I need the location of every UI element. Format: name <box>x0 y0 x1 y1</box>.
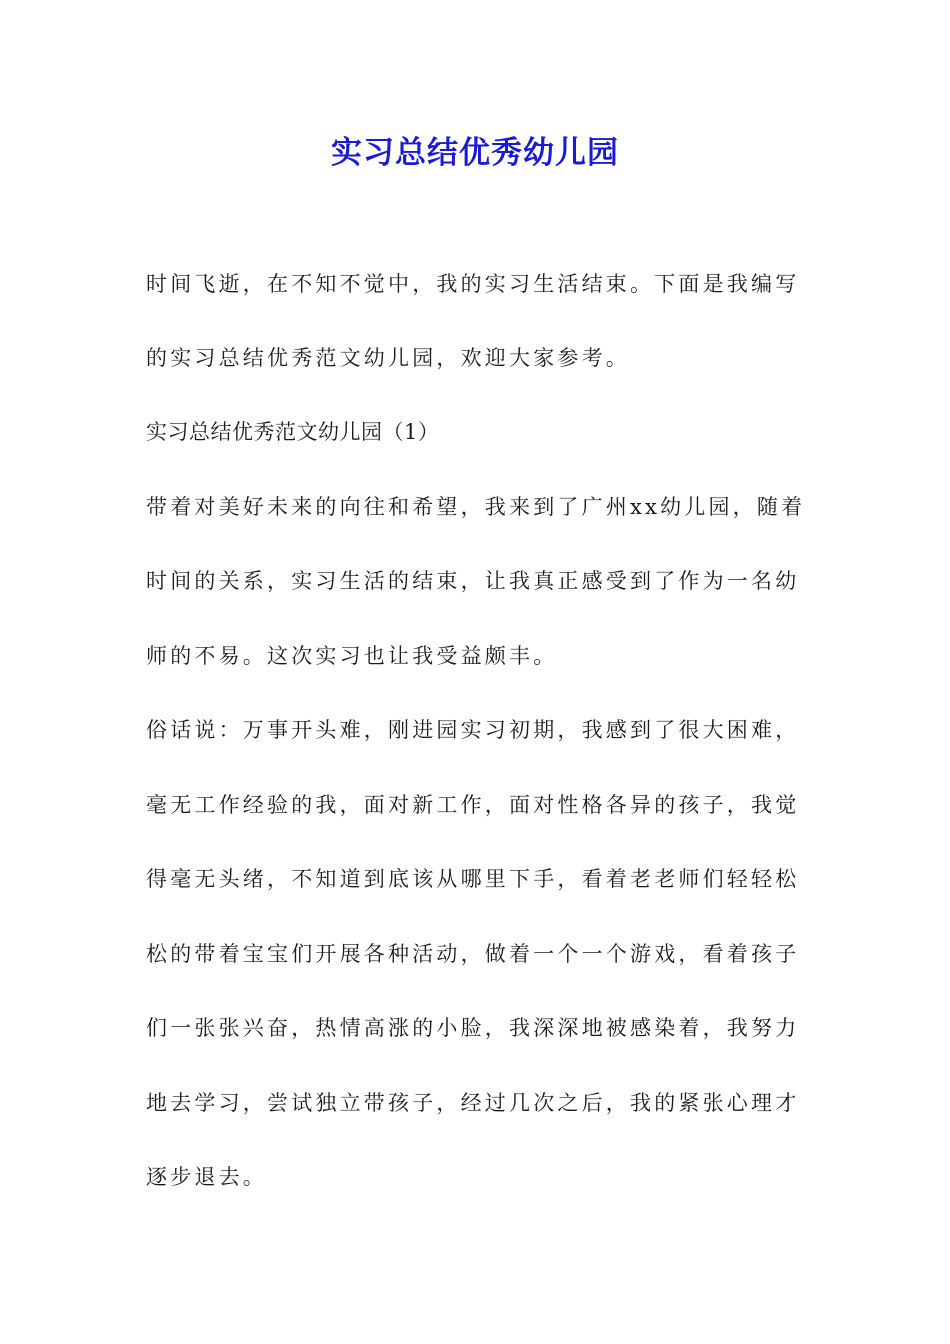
text-line-1: 时间飞逝，在不知不觉中，我的实习生活结束。下面是我编写 <box>146 272 800 296</box>
text-line-9: 得毫无头绪，不知道到底该从哪里下手，看着老老师们轻轻松 <box>146 867 800 891</box>
text-line-2: 的实习总结优秀范文幼儿园，欢迎大家参考。 <box>146 346 630 370</box>
section-heading: 实习总结优秀范文幼儿园（1） <box>146 420 440 444</box>
text-line-7: 俗话说：万事开头难，刚进园实习初期，我感到了很大困难， <box>146 718 800 742</box>
text-line-11: 们一张张兴奋，热情高涨的小脸，我深深地被感染着，我努力 <box>146 1016 800 1040</box>
text-line-4: 带着对美好未来的向往和希望，我来到了广州xx幼儿园，随着 <box>146 495 806 519</box>
document-title: 实习总结优秀幼儿园 <box>331 135 619 171</box>
text-line-6: 师的不易。这次实习也让我受益颇丰。 <box>146 644 558 668</box>
text-line-12: 地去学习，尝试独立带孩子，经过几次之后，我的紧张心理才 <box>146 1091 800 1115</box>
text-line-5: 时间的关系，实习生活的结束，让我真正感受到了作为一名幼 <box>146 569 800 593</box>
text-line-10: 松的带着宝宝们开展各种活动，做着一个一个游戏，看着孩子 <box>146 942 800 966</box>
text-line-8: 毫无工作经验的我，面对新工作，面对性格各异的孩子，我觉 <box>146 793 800 817</box>
text-line-13: 逐步退去。 <box>146 1165 267 1189</box>
